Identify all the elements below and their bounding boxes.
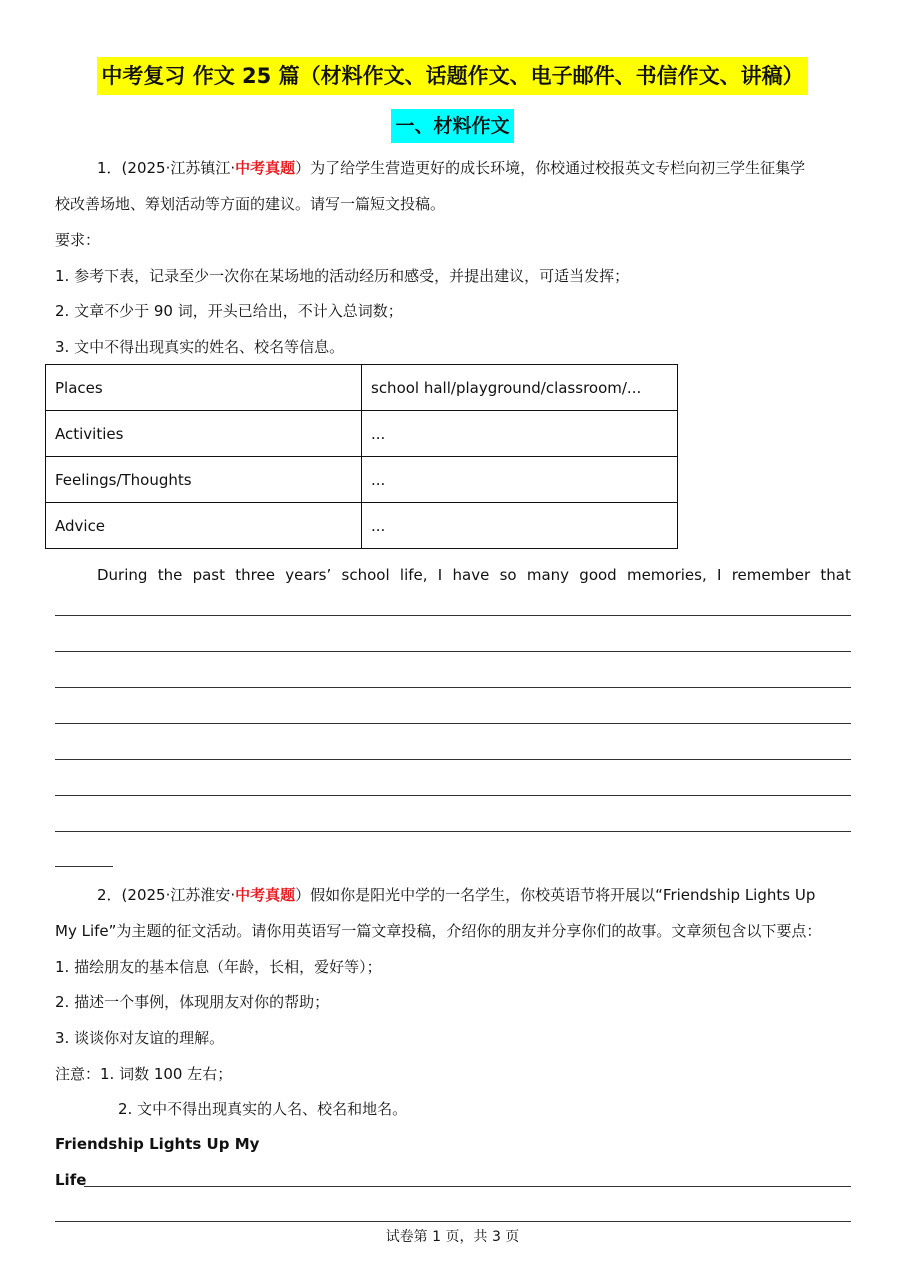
table-row: [46, 457, 678, 503]
q2-line-1: 2．(2025·江苏淮安·中考真题）假如你是阳光中学的一名学生，你校英语节将开展以“Friendship Lights Up: [97, 886, 816, 904]
opening-word: I: [437, 566, 443, 584]
section-heading: 一、材料作文: [391, 109, 513, 143]
q2-note-1: 注意：1. 词数 100 左右；: [55, 1065, 233, 1083]
page-title: 中考复习 作文 25 篇（材料作文、话题作文、电子邮件、书信作文、讲稿）: [97, 57, 807, 95]
table-key: Advice: [46, 503, 362, 549]
q1-requirement-2: 2. 文章不少于 90 词，开头已给出，不计入总词数；: [55, 302, 403, 320]
essay-answer-line-2[interactable]: [55, 1221, 851, 1222]
q2-line-2: My Life”为主题的征文活动。请你用英语写一篇文章投稿，介绍你的朋友并分享你们的故事。文章须包含以下要点：: [55, 922, 822, 940]
q2-point-3: 3. 谈谈你对友谊的理解。: [55, 1029, 225, 1047]
answer-line-2[interactable]: [55, 651, 851, 652]
table-row: [46, 411, 678, 457]
table-row: [46, 365, 678, 411]
opening-word: remember: [731, 566, 811, 584]
opening-word: so: [499, 566, 517, 584]
answer-line-5[interactable]: [55, 759, 851, 760]
q2-point-1: 1. 描绘朋友的基本信息（年龄，长相，爱好等）；: [55, 958, 382, 976]
opening-word: life,: [399, 566, 428, 584]
answer-line-7[interactable]: [55, 831, 851, 832]
opening-word: I: [717, 566, 722, 584]
essay-title-line-1: Friendship Lights Up My: [55, 1135, 260, 1153]
q1-line-2: 校改善场地、筹划活动等方面的建议。请写一篇短文投稿。: [55, 195, 446, 213]
q2-note-2: 2. 文中不得出现真实的人名、校名和地名。: [118, 1100, 408, 1118]
table-key: Feelings/Thoughts: [46, 457, 362, 503]
opening-word: the: [157, 566, 183, 584]
table-value: school hall/playground/classroom/...: [362, 365, 678, 411]
opening-word: good: [579, 566, 617, 584]
table-key: Activities: [46, 411, 362, 457]
opening-word: memories,: [626, 566, 707, 584]
q1-requirement-3: 3. 文中不得出现真实的姓名、校名等信息。: [55, 338, 345, 356]
opening-word: school: [341, 566, 390, 584]
opening-word: three: [235, 566, 275, 584]
q1-source-tag: 中考真题: [235, 159, 296, 177]
q1-line-1: 1．(2025·江苏镇江·中考真题）为了给学生营造更好的成长环境，你校通过校报英文专栏向初三学生征集学: [97, 159, 806, 177]
opening-word: many: [526, 566, 570, 584]
answer-line-end[interactable]: [55, 866, 113, 867]
table-value: ...: [362, 457, 678, 503]
q1-requirement-1: 1. 参考下表，记录至少一次你在某场地的活动经历和感受，并提出建议，可适当发挥；: [55, 267, 630, 285]
table-value: ...: [362, 411, 678, 457]
q2-point-2: 2. 描述一个事例，体现朋友对你的帮助；: [55, 993, 330, 1011]
answer-line-4[interactable]: [55, 723, 851, 724]
answer-line-3[interactable]: [55, 687, 851, 688]
page-footer: 试卷第 1 页，共 3 页: [385, 1229, 520, 1245]
opening-word: past: [192, 566, 225, 584]
q1-opening-sentence: [55, 564, 851, 586]
opening-word: have: [452, 566, 490, 584]
q1-requirements-title: 要求：: [55, 231, 101, 249]
opening-word: years’: [285, 566, 332, 584]
q2-source-tag: 中考真题: [235, 886, 296, 904]
answer-line-1[interactable]: [55, 615, 851, 616]
essay-title-line-2: Life: [55, 1171, 87, 1189]
opening-word: During: [97, 566, 148, 584]
table-value: ...: [362, 503, 678, 549]
table-row: [46, 503, 678, 549]
table-key: Places: [46, 365, 362, 411]
answer-line-6[interactable]: [55, 795, 851, 796]
essay-answer-line-1[interactable]: [84, 1186, 851, 1187]
material-table: [45, 364, 678, 549]
opening-word: that: [820, 566, 851, 584]
